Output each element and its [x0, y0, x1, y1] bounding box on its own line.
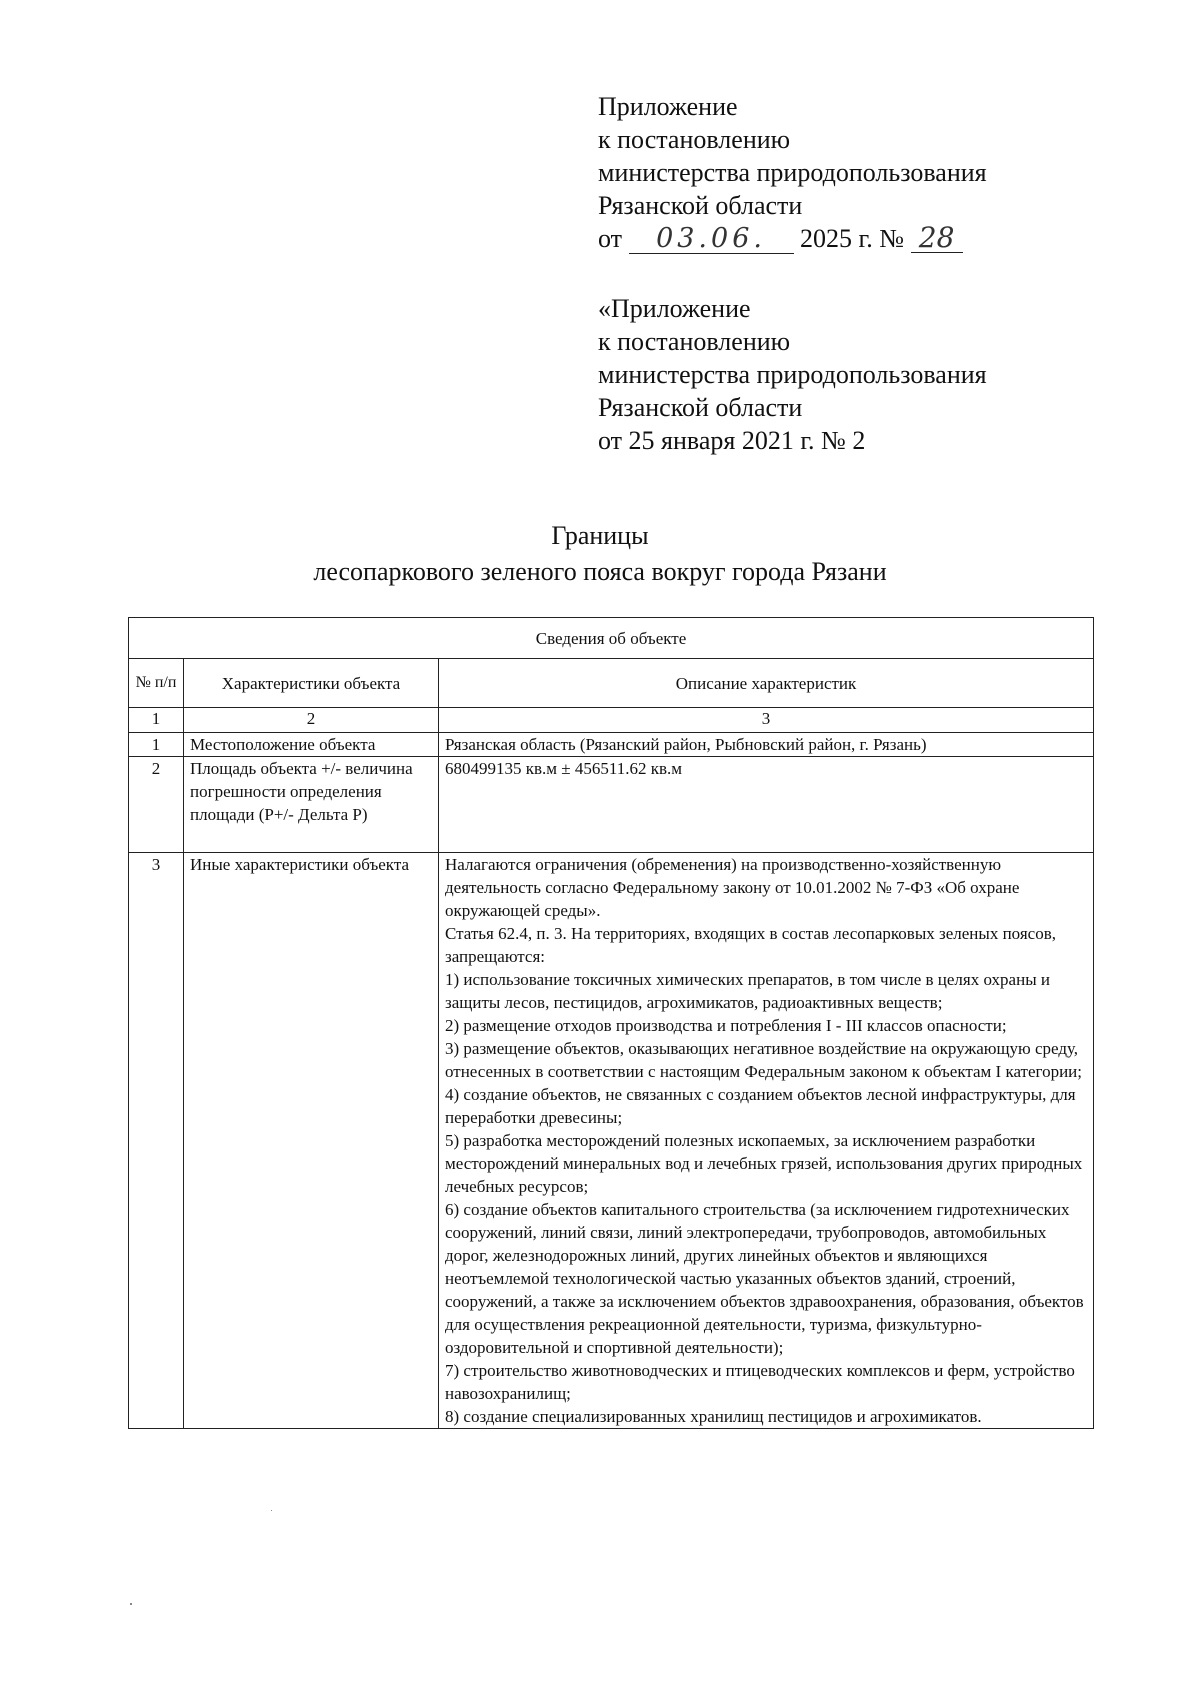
row-characteristic: Местоположение объекта — [184, 733, 439, 757]
section-header: Сведения об объекте — [129, 618, 1094, 659]
description-paragraph: Рязанская область (Рязанский район, Рыбновский район, г. Рязань) — [445, 735, 927, 754]
title-line-2: лесопаркового зеленого пояса вокруг города Рязани — [313, 557, 887, 586]
row-description — [439, 733, 1094, 757]
description-paragraph: 5) разработка месторождений полезных ископаемых, за исключением разработки месторождений минеральных вод и лечебных грязей, использования других природных лечебных ресурсов; — [445, 1131, 1083, 1196]
row-description — [439, 757, 1094, 853]
description-paragraph: 8) создание специализированных хранилищ пестицидов и агрохимикатов. — [445, 1407, 982, 1426]
row-characteristic: Площадь объекта +/- величина погрешности определения площади (Р+/- Дельта Р) — [184, 757, 439, 853]
appendix-line: Рязанской области — [598, 191, 803, 220]
table-row — [129, 733, 1094, 757]
scan-speck — [271, 1510, 272, 1511]
index-cell: 1 — [129, 708, 184, 733]
original-appendix-line: Рязанской области — [598, 393, 803, 422]
appendix-line: Приложение — [598, 92, 738, 121]
description-paragraph: 6) создание объектов капитального строительства (за исключением гидротехнических сооружений, линий связи, линий электропередачи, трубопроводов, автомобильных дорог, железнодорожных линий, других линейных объектов и являющихся неотъемлемой технологической частью указанных объектов зданий, строений, сооружений, а также за исключением объектов здравоохранения, образования, объектов для осуществления рекреационной деятельности, туризма, физкультурно-оздоровительной и спортивной деятельности); — [445, 1200, 1084, 1357]
handwritten-number: 28 — [911, 224, 963, 253]
date-year: 2025 г. № — [800, 224, 905, 253]
appendix-line: министерства природопользования — [598, 158, 987, 187]
description-paragraph: 7) строительство животноводческих и птицеводческих комплексов и ферм, устройство навозохранилищ; — [445, 1361, 1075, 1403]
appendix-line: к постановлению — [598, 125, 791, 154]
header-description: Описание характеристик — [439, 659, 1094, 708]
appendix-heading — [598, 90, 1118, 255]
row-number: 1 — [129, 733, 184, 757]
column-header-row — [129, 659, 1094, 708]
appendix-date-line — [598, 222, 1118, 255]
title-line-1: Границы — [551, 521, 649, 550]
original-appendix-line: к постановлению — [598, 327, 791, 356]
original-appendix-line: «Приложение — [598, 294, 751, 323]
original-appendix-line: от 25 января 2021 г. № 2 — [598, 426, 866, 455]
original-appendix-line: министерства природопользования — [598, 360, 987, 389]
document-title — [0, 518, 1200, 590]
table-row — [129, 853, 1094, 1429]
table-row — [129, 757, 1094, 853]
original-appendix-heading — [598, 292, 1118, 457]
description-paragraph: 4) создание объектов, не связанных с созданием объектов лесной инфраструктуры, для переработки древесины; — [445, 1085, 1076, 1127]
description-paragraph: 3) размещение объектов, оказывающих негативное воздействие на окружающую среду, отнесенных в соответствии с настоящим Федеральным законом к объектам I категории; — [445, 1039, 1083, 1081]
index-row — [129, 708, 1094, 733]
description-paragraph: Налагаются ограничения (обременения) на производственно-хозяйственную деятельность согласно Федеральному закону от 10.01.2002 № 7-ФЗ «Об охране окружающей среды». — [445, 855, 1020, 920]
handwritten-date: 03.06. — [629, 225, 794, 254]
date-prefix: от — [598, 224, 623, 253]
row-number: 3 — [129, 853, 184, 1429]
row-description — [439, 853, 1094, 1429]
header-characteristic: Характеристики объекта — [184, 659, 439, 708]
index-cell: 2 — [184, 708, 439, 733]
header-num: № п/п — [129, 659, 184, 708]
description-paragraph: 1) использование токсичных химических препаратов, в том числе в целях охраны и защиты лесов, пестицидов, агрохимикатов, радиоактивных веществ; — [445, 970, 1050, 1012]
scan-speck — [130, 1603, 132, 1605]
object-info-table — [128, 617, 1094, 1429]
description-paragraph: Статья 62.4, п. 3. На территориях, входящих в состав лесопарковых зеленых поясов, запрещаются: — [445, 924, 1056, 966]
index-cell: 3 — [439, 708, 1094, 733]
row-number: 2 — [129, 757, 184, 853]
description-paragraph: 2) размещение отходов производства и потребления I - III классов опасности; — [445, 1016, 1007, 1035]
row-characteristic: Иные характеристики объекта — [184, 853, 439, 1429]
description-paragraph: 680499135 кв.м ± 456511.62 кв.м — [445, 759, 683, 778]
section-header-row — [129, 618, 1094, 659]
